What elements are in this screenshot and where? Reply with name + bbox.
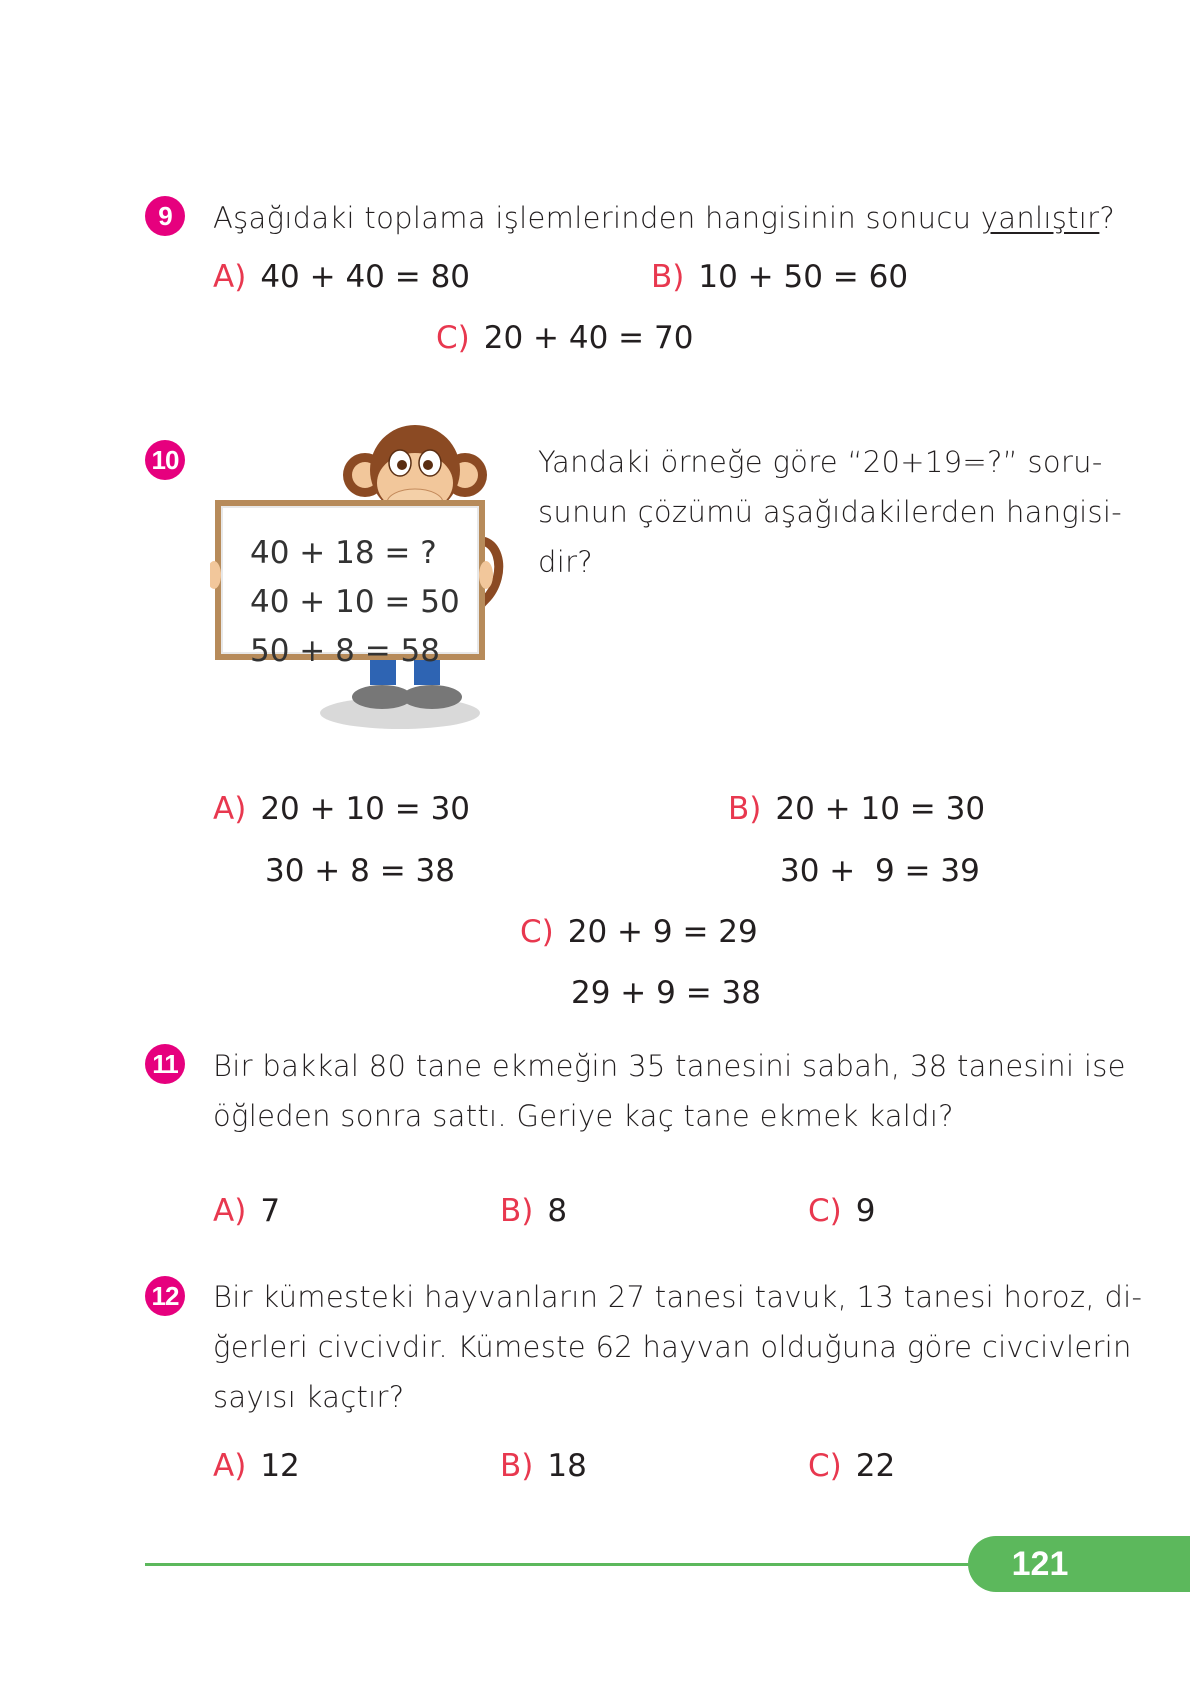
option-letter: C): [520, 914, 554, 950]
option-letter: C): [436, 320, 470, 356]
option-value: 20 + 10 = 30: [775, 791, 986, 827]
question-10-text: [538, 437, 1123, 587]
q12-option-c[interactable]: [808, 1444, 895, 1488]
question-9-text-pre: Aşağıdaki toplama işlemlerinden hangisinin sonucu: [213, 201, 981, 235]
option-value: 7: [260, 1193, 281, 1229]
q10-option-b-line2: 30 + 9 = 39: [780, 853, 980, 889]
option-letter: B): [500, 1193, 534, 1229]
option-letter: A): [213, 791, 247, 827]
question-9-underlined: yanlıştır: [980, 201, 1100, 235]
question-12-line-2: ğerleri civcivdir. Kümeste 62 hayvan olduğuna göre civcivlerin: [213, 1330, 1132, 1364]
option-letter: C): [808, 1448, 842, 1484]
option-letter: B): [651, 259, 685, 295]
option-letter: A): [213, 1448, 247, 1484]
question-12-line-3: sayısı kaçtır?: [213, 1380, 405, 1414]
option-value: 20 + 40 = 70: [483, 320, 694, 356]
question-9-text-post: ?: [1099, 201, 1116, 235]
question-12-text: [213, 1272, 1143, 1422]
option-letter: A): [213, 259, 247, 295]
question-11-line-1: Bir bakkal 80 tane ekmeğin 35 tanesini sabah, 38 tanesini ise: [213, 1049, 1126, 1083]
board-line-2: 40 + 10 = 50: [250, 584, 460, 620]
question-9-text: [213, 193, 1115, 243]
option-value: 10 + 50 = 60: [698, 259, 909, 295]
q9-option-c[interactable]: [436, 316, 693, 360]
q11-option-a[interactable]: [213, 1189, 280, 1233]
q10-option-a[interactable]: [213, 787, 470, 831]
question-9-number: 9: [145, 196, 185, 236]
question-12-number: 12: [145, 1276, 185, 1316]
option-letter: C): [808, 1193, 842, 1229]
q10-option-c[interactable]: [520, 910, 758, 954]
footer-divider: [145, 1563, 975, 1566]
option-value: 22: [855, 1448, 896, 1484]
option-value: 9: [855, 1193, 876, 1229]
question-10-line-2: sunun çözümü aşağıdakilerden hangisi-: [538, 495, 1123, 529]
question-10-number: 10: [145, 440, 185, 480]
q12-option-a[interactable]: [213, 1444, 300, 1488]
q10-option-a-line2: 30 + 8 = 38: [265, 853, 455, 889]
question-11-number: 11: [145, 1044, 185, 1084]
q11-option-b[interactable]: [500, 1189, 567, 1233]
option-letter: A): [213, 1193, 247, 1229]
q10-option-c-line2: 29 + 9 = 38: [571, 975, 761, 1011]
board-line-1: 40 + 18 = ?: [250, 535, 437, 571]
option-value: 18: [547, 1448, 587, 1484]
option-letter: B): [500, 1448, 534, 1484]
question-11-line-2: öğleden sonra sattı. Geriye kaç tane ekmek kaldı?: [213, 1099, 954, 1133]
question-12-line-1: Bir kümesteki hayvanların 27 tanesi tavuk, 13 tanesi horoz, di-: [213, 1280, 1143, 1314]
option-value: 12: [260, 1448, 300, 1484]
q9-option-a[interactable]: [213, 255, 470, 299]
q9-option-b[interactable]: [651, 255, 908, 299]
option-value: 8: [547, 1193, 568, 1229]
q12-option-b[interactable]: [500, 1444, 587, 1488]
q10-option-b[interactable]: [728, 787, 985, 831]
question-10-line-3: dir?: [538, 545, 593, 579]
option-value: 40 + 40 = 80: [260, 259, 471, 295]
page-number: 121: [1011, 1545, 1069, 1583]
option-value: 20 + 9 = 29: [567, 914, 758, 950]
q11-option-c[interactable]: [808, 1189, 875, 1233]
question-11-text: [213, 1041, 1126, 1141]
board-line-3: 50 + 8 = 58: [250, 633, 440, 669]
option-letter: B): [728, 791, 762, 827]
question-10-line-1: Yandaki örneğe göre “20+19=?” soru-: [538, 445, 1103, 479]
option-value: 20 + 10 = 30: [260, 791, 471, 827]
